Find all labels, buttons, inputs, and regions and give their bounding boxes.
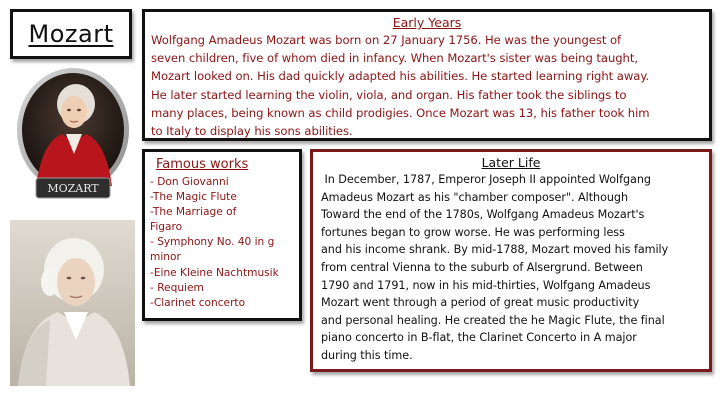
- later-life-line: fortunes began to grow worse. He was performing less: [321, 225, 625, 239]
- famous-work-item: -The Marriage of: [150, 206, 237, 219]
- later-life-text: [321, 171, 701, 365]
- early-years-line: He later started learning the violin, viola, and organ. His father took the siblings to: [151, 87, 627, 102]
- famous-work-item: - Don Giovanni: [150, 176, 229, 188]
- early-years-line: to Italy to display his sons abilities.: [151, 124, 353, 139]
- famous-works-list: [150, 175, 293, 311]
- famous-works-heading: Famous works: [156, 157, 249, 172]
- early-years-text: [151, 31, 703, 140]
- portrait-red-image: [14, 66, 132, 206]
- later-life-line: In December, 1787, Emperor Joseph II appointed Wolfgang: [321, 173, 651, 186]
- later-life-line: from central Vienna to the suburb of Alsergrund. Between: [321, 260, 643, 274]
- later-life-heading: Later Life: [481, 155, 541, 170]
- famous-work-item: - Symphony No. 40 in g: [150, 236, 275, 249]
- later-life-line: during this time.: [321, 348, 413, 362]
- portrait-plaque-label: MOZART: [47, 182, 99, 195]
- later-life-line: Amadeus Mozart as his "chamber composer". Although: [321, 190, 629, 204]
- later-life-line: piano concerto in B-flat, the Clarinet Concerto in A major: [321, 331, 637, 345]
- title-box: [10, 9, 132, 59]
- early-years-line: many places, being known as child prodigies. Once Mozart was 13, his father took him: [151, 105, 650, 120]
- famous-work-item: -Clarinet concerto: [150, 296, 246, 309]
- mozart-portrait-red: [14, 66, 132, 206]
- early-years-box: [142, 9, 712, 141]
- later-life-box: [310, 149, 712, 372]
- famous-work-item: -Eine Kleine Nachtmusik: [150, 266, 279, 279]
- portrait-white-image: [10, 220, 135, 386]
- later-life-line: Toward the end of the 1780s, Wolfgang Amadeus Mozart's: [321, 208, 645, 222]
- early-years-line: Mozart looked on. His dad quickly adapted his abilities. He started learning right away.: [151, 69, 650, 84]
- later-life-line: Mozart went through a period of great music productivity: [321, 296, 640, 310]
- early-years-heading: Early Years: [392, 15, 462, 30]
- famous-works-box: [142, 149, 302, 321]
- mozart-portrait-white: [10, 220, 135, 386]
- early-years-line: Wolfgang Amadeus Mozart was born on 27 January 1756. He was the youngest of: [151, 33, 622, 47]
- later-life-line: and personal healing. He created the he Magic Flute, the final: [321, 313, 665, 327]
- later-life-line: and his income shrank. By mid-1788, Mozart moved his family: [321, 243, 669, 257]
- famous-work-item: - Requiem: [150, 281, 204, 294]
- famous-work-item: Figaro: [150, 221, 183, 234]
- famous-work-item: -The Magic Flute: [150, 191, 237, 204]
- later-life-line: 1790 and 1791, now in his mid-thirties, Wolfgang Amadeus: [321, 278, 651, 292]
- page-title: Mozart: [28, 20, 114, 48]
- famous-work-item: minor: [150, 251, 181, 264]
- early-years-line: seven children, five of whom died in infancy. When Mozart's sister was being taught,: [151, 51, 638, 66]
